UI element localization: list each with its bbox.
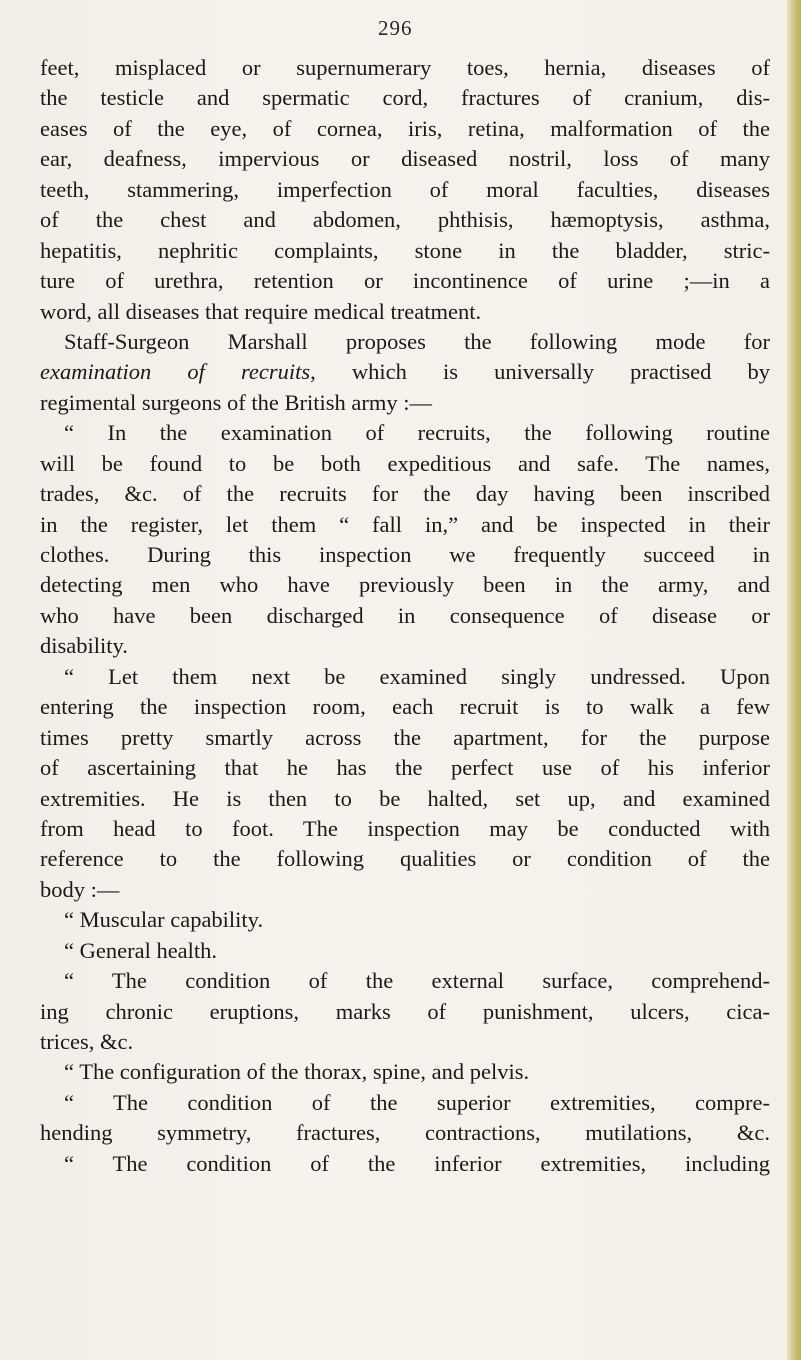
text-line: “ The condition of the inferior extremities, including [64,1150,770,1176]
text-line: times pretty smartly across the apartment, for the purpose [40,724,770,750]
text-line: in the register, let them “ fall in,” and be inspected in their [40,511,770,537]
text-line: entering the inspection room, each recruit is to walk a few [40,694,770,720]
text-line: hepatitis, nephritic complaints, stone in the bladder, stric- [40,237,770,263]
text-line: extremities. He is then to be halted, set up, and examined [40,785,770,811]
page-number: 296 [378,16,413,40]
text-line: word, all diseases that require medical treatment. [40,298,482,324]
text-line: eases of the eye, of cornea, iris, retina, malformation of the [40,115,770,141]
text-line: from head to foot. The inspection may be conducted with [40,815,770,841]
text-line: Staff-Surgeon Marshall proposes the following mode for [64,328,770,354]
text-line: “ Muscular capability. [64,907,264,933]
text-line: who have been discharged in consequence of disease or [40,602,770,628]
text-line: trices, &c. [40,1029,134,1054]
text-line: of the chest and abdomen, phthisis, hæmoptysis, asthma, [40,207,770,233]
text-line: ture of urethra, retention or incontinence of urine ;—in a [40,268,770,294]
text-line: of ascertaining that he has the perfect use of his inferior [40,755,770,781]
text-line: ear, deafness, impervious or diseased nostril, loss of many [40,146,770,172]
text-line: disability. [40,633,128,659]
text-line: reference to the following qualities or condition of the [40,846,770,872]
text-line: the testicle and spermatic cord, fractures of cranium, dis- [40,85,770,111]
text-line: will be found to be both expeditious and safe. The names, [40,450,770,476]
text-line: “ The condition of the superior extremities, compre- [64,1089,770,1115]
text-line: examination of recruits, which is universally practised by [40,359,770,385]
text-line: body :— [40,876,120,902]
text-line: feet, misplaced or supernumerary toes, hernia, diseases of [40,55,770,80]
text-line: regimental surgeons of the British army :— [40,389,433,415]
text-line: “ In the examination of recruits, the following routine [64,420,770,446]
text-line: “ Let them next be examined singly undressed. Upon [64,663,770,689]
text-line: “ The configuration of the thorax, spine, and pelvis. [64,1059,530,1085]
text-line: “ General health. [64,937,218,963]
page-edge [787,0,801,1360]
text-line: detecting men who have previously been in the army, and [40,572,770,598]
text-line: trades, &c. of the recruits for the day having been inscribed [40,481,770,507]
text-line: “ The condition of the external surface, comprehend- [64,968,770,994]
text-line: hending symmetry, fractures, contractions, mutilations, &c. [40,1120,770,1146]
text-line: clothes. During this inspection we frequently succeed in [40,542,770,567]
text-line: teeth, stammering, imperfection of moral faculties, diseases [40,176,770,202]
body-text [40,53,770,1179]
text-line: ing chronic eruptions, marks of punishment, ulcers, cica- [40,998,770,1024]
italic-phrase: examination of recruits [40,359,311,385]
